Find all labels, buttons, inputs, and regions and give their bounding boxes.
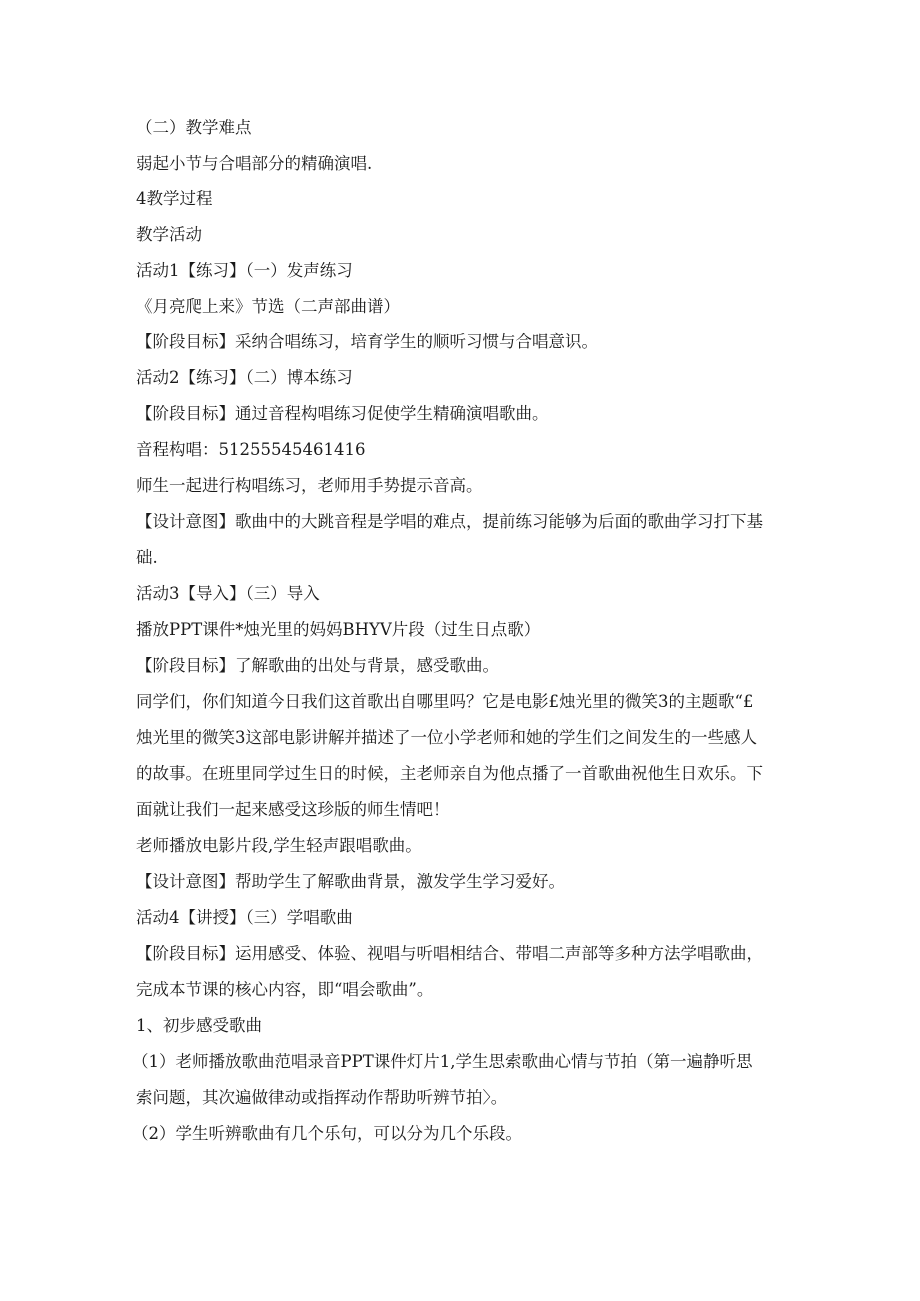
paragraph: 老师播放电影片段,学生轻声跟唱歌曲。 [136, 836, 422, 855]
paragraph: 【设计意图】帮助学生了解歌曲背景，激发学生学习爱好。 [136, 872, 565, 891]
activity-4-heading: 活动4【讲授】（三）学唱歌曲 [136, 908, 353, 927]
section-heading-teaching-difficulty: （二）教学难点 [136, 118, 252, 137]
activity-3-heading: 活动3【导入】（三）导入 [136, 584, 320, 603]
paragraph: 完成本节课的核心内容，即“唱会歌曲”。 [136, 980, 434, 999]
list-item-heading: 1、初步感受歌曲 [136, 1016, 262, 1035]
paragraph: 【阶段目标】通过音程构唱练习促使学生精确演唱歌曲。 [136, 404, 549, 423]
paragraph: 弱起小节与合唱部分的精确演唱. [136, 154, 373, 173]
list-item-continuation: 索问题，其次遍做律动或指挥动作帮助听辨节拍〉。 [136, 1088, 508, 1107]
paragraph: 的故事。在班里同学过生日的时候，主老师亲自为他点播了一首歌曲祝他生日欢乐。下 [136, 764, 763, 783]
list-item: （2）学生听辨歌曲有几个乐句，可以分为几个乐段。 [132, 1124, 522, 1143]
paragraph: 础. [136, 548, 158, 567]
paragraph: 播放PPT课件*烛光里的妈妈BHYV片段（过生日点歌） [136, 620, 541, 639]
paragraph: 烛光里的微笑3这部电影讲解并描述了一位小学老师和她的学生们之间发生的一些感人 [136, 728, 757, 747]
list-item: （1）老师播放歌曲范唱录音PPT课件灯片1,学生思索歌曲心情与节拍（第一遍静听思 [132, 1052, 753, 1071]
paragraph: 同学们，你们知道今日我们这首歌出自哪里吗？它是电影£烛光里的微笑3的主题歌“£ [136, 692, 754, 711]
paragraph: 【阶段目标】采纳合唱练习，培育学生的顺听习惯与合唱意识。 [136, 332, 598, 351]
paragraph: 音程构唱：51255545461416 [136, 440, 366, 459]
paragraph: 【设计意图】歌曲中的大跳音程是学唱的难点，提前练习能够为后面的歌曲学习打下基 [136, 512, 763, 531]
subheading-teaching-activities: 教学活动 [136, 225, 202, 244]
paragraph: 【阶段目标】了解歌曲的出处与背景，感受歌曲。 [136, 656, 499, 675]
paragraph: 【阶段目标】运用感受、体验、视唱与听唱相结合、带唱二声部等多种方法学唱歌曲， [136, 944, 763, 963]
paragraph: 《月亮爬上来》节选（二声部曲谱） [136, 297, 400, 316]
paragraph: 师生一起进行构唱练习，老师用手势提示音高。 [136, 476, 483, 495]
section-heading-teaching-process: 4教学过程 [136, 189, 213, 208]
activity-1-heading: 活动1【练习】（一）发声练习 [136, 261, 353, 280]
activity-2-heading: 活动2【练习】（二）博本练习 [136, 368, 353, 387]
paragraph: 面就让我们一起来感受这珍版的师生情吧！ [136, 800, 450, 819]
